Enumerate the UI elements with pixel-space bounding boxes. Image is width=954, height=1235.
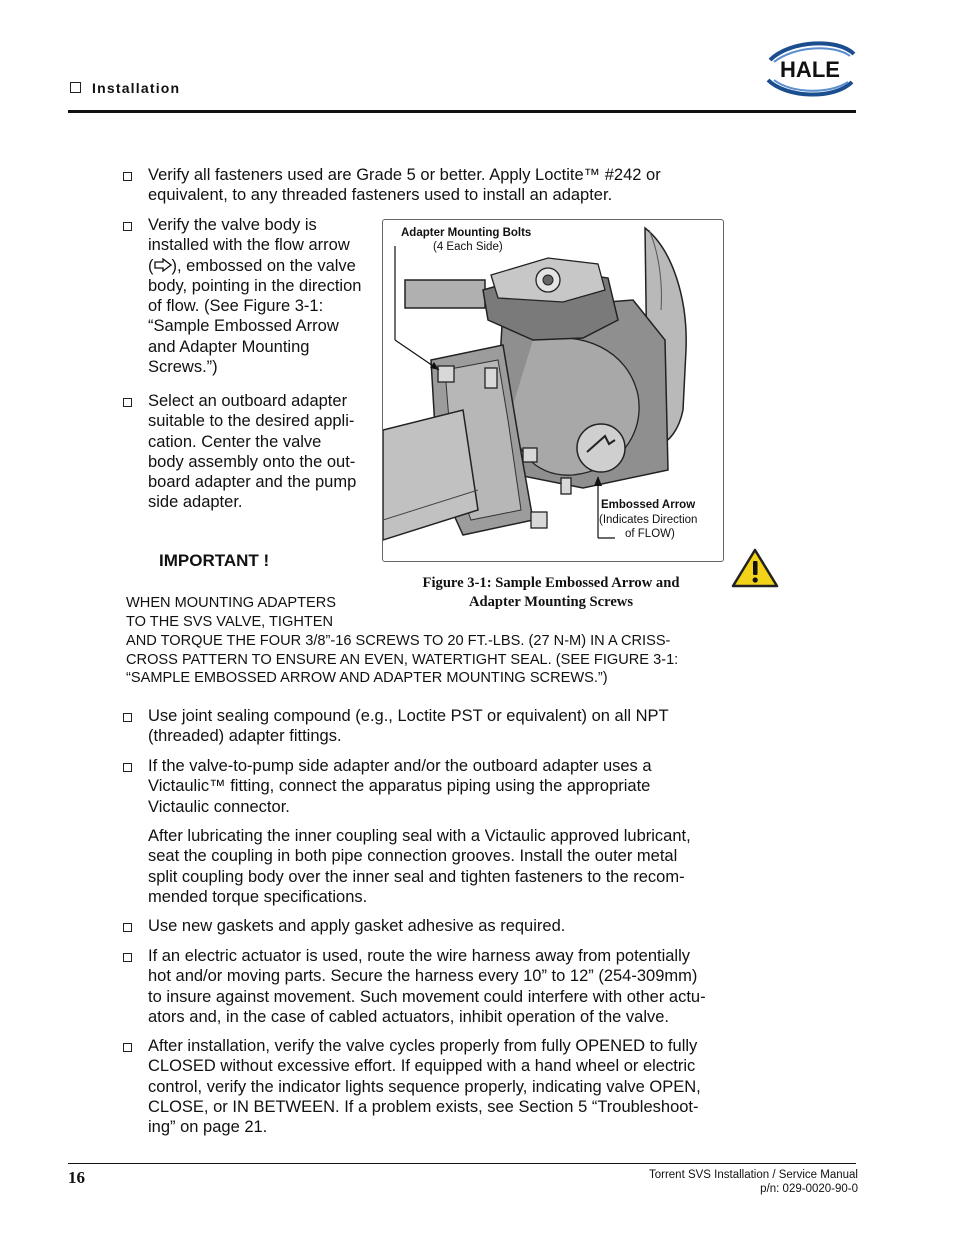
checkbox-bullet-icon: [123, 713, 132, 722]
page-number: 16: [68, 1168, 85, 1187]
hale-logo: [760, 38, 860, 100]
bullet-valve-body: Verify the valve body is installed with the flow arrow ( ), embossed on the valve body, pointing in the direction of flow. (See Figure 3-1: “Sample Embossed Arrow and Adapter Mounting Screws.”): [148, 215, 373, 377]
bullet-sealing-compound: Use joint sealing compound (e.g., Loctite PST or equivalent) on all NPT (threaded) adapter fittings.: [148, 706, 669, 747]
checkbox-bullet-icon: [123, 953, 132, 962]
checkbox-bullet-icon: [123, 222, 132, 231]
warning-icon: [731, 547, 779, 589]
bullet-outboard-adapter: Select an outboard adapter suitable to the desired appli- cation. Center the valve body assembly onto the out- board adapter and the pump side adapter.: [148, 391, 373, 513]
important-line-4: CROSS PATTERN TO ENSURE AN EVEN, WATERTIGHT SEAL. (SEE FIGURE 3-1:: [126, 652, 679, 668]
logo-text: HALE: [780, 57, 840, 82]
label-bolts-count: (4 Each Side): [433, 241, 503, 253]
figure-caption: Figure 3-1: Sample Embossed Arrow and Adapter Mounting Screws: [422, 575, 680, 610]
label-arrow-direction: (Indicates Direction: [599, 514, 698, 526]
checkbox-bullet-icon: [123, 1043, 132, 1052]
important-line-5: “SAMPLE EMBOSSED ARROW AND ADAPTER MOUNTING SCREWS.”): [126, 670, 608, 686]
label-embossed-arrow: Embossed Arrow: [601, 499, 696, 511]
footer-rule: [68, 1163, 856, 1164]
header-rule: [68, 110, 856, 113]
label-arrow-flow: of FLOW): [625, 528, 675, 540]
flow-arrow-icon: [154, 258, 172, 272]
footer-manual-info: [649, 1168, 858, 1196]
important-line-2: TO THE SVS VALVE, TIGHTEN: [126, 614, 334, 630]
bullet-fasteners: Verify all fasteners used are Grade 5 or better. Apply Loctite™ #242 or equivalent, to any threaded fasteners used to install an adapter.: [148, 165, 661, 206]
checkbox-bullet-icon: [123, 398, 132, 407]
label-adapter-mounting-bolts: Adapter Mounting Bolts: [401, 227, 532, 239]
section-heading: [70, 80, 180, 96]
bullet-victaulic: If the valve-to-pump side adapter and/or the outboard adapter uses a Victaulic™ fitting, connect the apparatus piping using the appropriate Victaulic connector.: [148, 756, 652, 817]
checkbox-bullet-icon: [123, 923, 132, 932]
important-heading: IMPORTANT !: [159, 551, 270, 570]
figure-valve-illustration: [382, 219, 724, 562]
important-line-1: WHEN MOUNTING ADAPTERS: [126, 595, 336, 611]
bullet-after-installation: After installation, verify the valve cycles properly from fully OPENED to fully CLOSED without excessive effort. If equipped with a hand wheel or electric control, verify the indicator lights sequence properly, indicating valve OPEN, CLOSE, or IN BETWEEN. If a problem exists, see Section 5 “Troubleshoot- ing” on page 21.: [148, 1036, 701, 1137]
checkbox-bullet-icon: [70, 82, 81, 93]
manual-title: Torrent SVS Installation / Service Manual: [648, 1169, 858, 1181]
bullet-gaskets: Use new gaskets and apply gasket adhesive as required.: [148, 916, 565, 936]
part-number: p/n: 029-0020-90-0: [760, 1183, 858, 1195]
paragraph-coupling: After lubricating the inner coupling seal with a Victaulic approved lubricant, seat the coupling in both pipe connection grooves. Install the outer metal split coupling body over the inner seal and tighten fasteners to the recom- mended torque specifications.: [148, 827, 691, 906]
checkbox-bullet-icon: [123, 763, 132, 772]
checkbox-bullet-icon: [123, 172, 132, 181]
bullet-electric-actuator: If an electric actuator is used, route the wire harness away from potentially hot and/or moving parts. Secure the harness every 10” to 12” (254-309mm) to insure against movement. Such movement could interfere with other actu- ators and, in the case of cabled actuators, inhibit operation of the valve.: [148, 946, 706, 1027]
important-line-3: AND TORQUE THE FOUR 3/8”-16 SCREWS TO 20 FT.-LBS. (27 N-M) IN A CRISS-: [126, 633, 671, 649]
section-title: Installation: [92, 80, 181, 96]
